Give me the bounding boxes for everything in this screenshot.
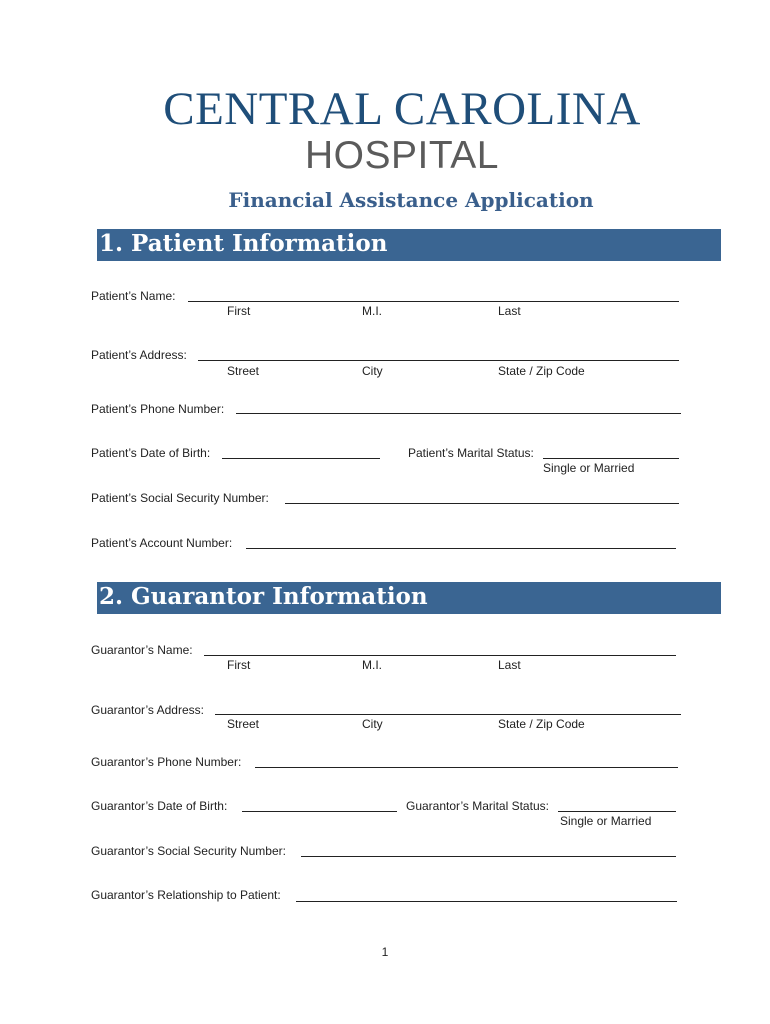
guarantor-ssn-field[interactable] [301, 856, 676, 857]
last-sublabel: Last [498, 658, 521, 672]
document-title: Financial Assistance Application [228, 188, 594, 212]
patient-marital-field[interactable] [543, 458, 679, 459]
mi-sublabel: M.I. [362, 658, 382, 672]
section-1-header [97, 229, 721, 261]
mi-sublabel: M.I. [362, 304, 382, 318]
guarantor-name-field[interactable] [204, 655, 676, 656]
city-sublabel: City [362, 364, 383, 378]
section-1-heading: 1. Patient Information [99, 230, 388, 257]
page-number: 1 [381, 945, 389, 959]
state-zip-sublabel: State / Zip Code [498, 717, 585, 731]
guarantor-address-field[interactable] [215, 714, 681, 715]
single-married-sublabel: Single or Married [543, 461, 635, 475]
patient-phone-label: Patient’s Phone Number: [91, 402, 225, 416]
patient-dob-field[interactable] [222, 458, 380, 459]
patient-marital-label: Patient’s Marital Status: [408, 446, 534, 460]
first-sublabel: First [227, 304, 251, 318]
patient-name-field[interactable] [188, 301, 679, 302]
guarantor-dob-label: Guarantor’s Date of Birth: [91, 799, 228, 813]
guarantor-phone-field[interactable] [255, 767, 678, 768]
last-sublabel: Last [498, 304, 521, 318]
guarantor-address-label: Guarantor’s Address: [91, 703, 204, 717]
guarantor-name-label: Guarantor’s Name: [91, 643, 193, 657]
guarantor-relationship-label: Guarantor’s Relationship to Patient: [91, 888, 281, 902]
patient-name-label: Patient’s Name: [91, 289, 176, 303]
guarantor-ssn-label: Guarantor’s Social Security Number: [91, 844, 286, 858]
first-sublabel: First [227, 658, 251, 672]
guarantor-relationship-field[interactable] [296, 901, 677, 902]
logo-line-1: CENTRAL CAROLINA [163, 83, 641, 135]
patient-account-label: Patient’s Account Number: [91, 536, 233, 550]
patient-phone-field[interactable] [236, 413, 681, 414]
single-married-sublabel: Single or Married [560, 814, 652, 828]
street-sublabel: Street [227, 364, 260, 378]
guarantor-marital-field[interactable] [558, 811, 676, 812]
patient-address-label: Patient’s Address: [91, 348, 187, 362]
patient-ssn-field[interactable] [285, 503, 679, 504]
section-2-heading: 2. Guarantor Information [99, 583, 428, 610]
logo-line-2: HOSPITAL [305, 134, 499, 177]
guarantor-dob-field[interactable] [242, 811, 397, 812]
city-sublabel: City [362, 717, 383, 731]
section-2-header [97, 582, 721, 614]
street-sublabel: Street [227, 717, 260, 731]
guarantor-marital-label: Guarantor’s Marital Status: [406, 799, 549, 813]
patient-address-field[interactable] [198, 360, 679, 361]
state-zip-sublabel: State / Zip Code [498, 364, 585, 378]
patient-ssn-label: Patient’s Social Security Number: [91, 491, 269, 505]
patient-account-field[interactable] [246, 548, 676, 549]
patient-dob-label: Patient’s Date of Birth: [91, 446, 211, 460]
guarantor-phone-label: Guarantor’s Phone Number: [91, 755, 242, 769]
